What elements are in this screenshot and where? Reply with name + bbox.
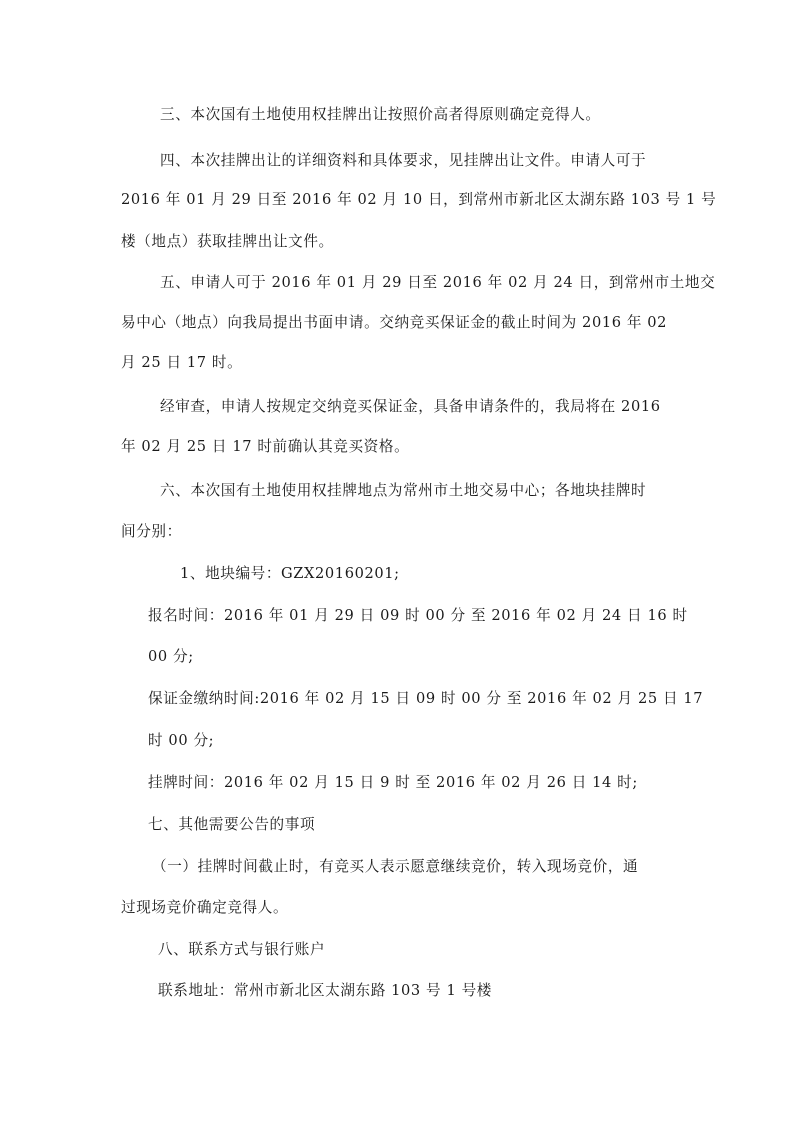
deposit-time-line-1: 保证金缴纳时间:2016 年 02 月 15 日 09 时 00 分 至 2016 年 02 月 25 日 17 <box>148 690 704 707</box>
section-8-heading: 八、联系方式与银行账户 <box>158 941 326 958</box>
paragraph-4-line-1: 四、本次挂牌出让的详细资料和具体要求，见挂牌出让文件。申请人可于 <box>160 152 647 169</box>
section-7-item-1-line-1: （一）挂牌时间截止时，有竞买人表示愿意继续竞价，转入现场竞价，通 <box>152 858 639 875</box>
deposit-time-line-2: 时 00 分; <box>148 732 215 749</box>
paragraph-5-line-2: 易中心（地点）向我局提出书面申请。交纳竞买保证金的截止时间为 2016 年 02 <box>121 314 668 331</box>
registration-time-line-1: 报名时间：2016 年 01 月 29 日 09 时 00 分 至 2016 年 02 月 24 日 16 时 <box>148 607 688 624</box>
paragraph-review-line-2: 年 02 月 25 日 17 时前确认其竞买资格。 <box>121 438 410 455</box>
paragraph-5-line-1: 五、申请人可于 2016 年 01 月 29 日至 2016 年 02 月 24 日，到常州市土地交 <box>160 274 716 291</box>
paragraph-6-line-1: 六、本次国有土地使用权挂牌地点为常州市土地交易中心；各地块挂牌时 <box>160 482 647 499</box>
paragraph-6-line-2: 间分别： <box>121 523 182 540</box>
section-7-heading: 七、其他需要公告的事项 <box>148 816 316 833</box>
paragraph-review-line-1: 经审查，申请人按规定交纳竞买保证金，具备申请条件的，我局将在 2016 <box>160 398 661 415</box>
paragraph-5-line-3: 月 25 日 17 时。 <box>121 354 243 371</box>
listing-time: 挂牌时间：2016 年 02 月 15 日 9 时 至 2016 年 02 月 26 日 14 时; <box>148 774 638 791</box>
contact-address: 联系地址：常州市新北区太湖东路 103 号 1 号楼 <box>158 982 492 999</box>
paragraph-4-line-3: 楼（地点）获取挂牌出让文件。 <box>121 233 334 250</box>
paragraph-3-line-1: 三、本次国有土地使用权挂牌出让按照价高者得原则确定竞得人。 <box>160 106 601 123</box>
paragraph-4-line-2: 2016 年 01 月 29 日至 2016 年 02 月 10 日，到常州市新北区太湖东路 103 号 1 号 <box>121 191 717 208</box>
section-7-item-1-line-2: 过现场竞价确定竞得人。 <box>121 899 289 916</box>
parcel-number: 1、地块编号：GZX20160201; <box>180 565 400 582</box>
registration-time-line-2: 00 分; <box>148 648 194 665</box>
